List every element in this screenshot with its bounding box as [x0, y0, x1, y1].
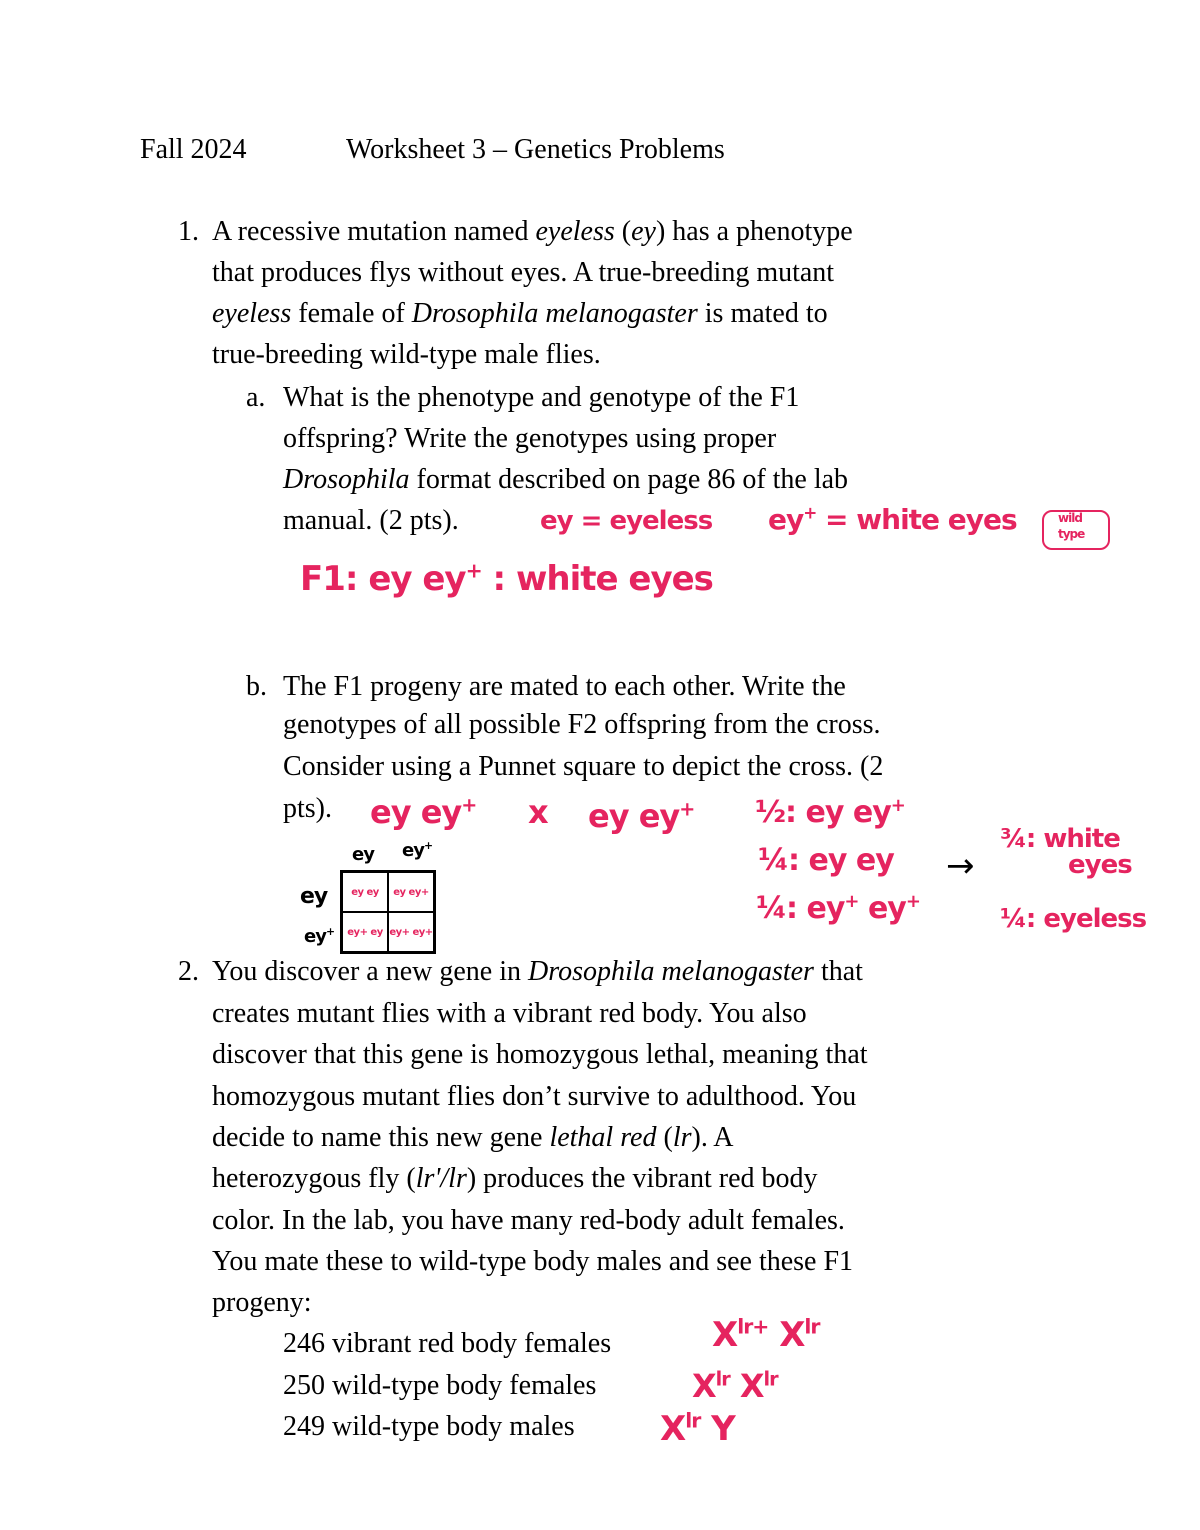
hw-wild-bottom: type — [1058, 527, 1085, 541]
punnett-col-1: ey — [352, 844, 374, 865]
q1a-line-3: Drosophila format described on page 86 of the lab — [283, 464, 849, 495]
q1a-label: a. — [246, 382, 266, 413]
q1b-line-2: genotypes of all possible F2 offspring from the cross. — [283, 709, 881, 740]
q2-line-2: creates mutant flies with a vibrant red body. You also — [212, 998, 807, 1029]
q2-line-4: homozygous mutant flies don’t survive to adulthood. You — [212, 1081, 857, 1112]
progeny-item: 249 wild-type body males — [283, 1411, 575, 1442]
hw-genotype-wt-male: $X^{lr}$ Y — [660, 1408, 735, 1449]
q1b-line-3: Consider using a Punnet square to depict the cross. (2 — [283, 751, 884, 782]
q2-line-7: color. In the lab, you have many red-body adult females. — [212, 1205, 845, 1236]
punnett-cell: ey ey+ — [388, 872, 434, 912]
punnett-cell: ey ey — [342, 872, 388, 912]
punnett-row-2: ey+ — [304, 925, 334, 947]
q2-line-1: You discover a new gene in Drosophila melanogaster that — [212, 956, 863, 987]
punnett-row-1: ey — [300, 884, 328, 909]
q1b-line-1: The F1 progeny are mated to each other. Write the — [283, 671, 846, 702]
punnett-col-2: ey+ — [402, 839, 432, 861]
punnett-square — [340, 870, 436, 954]
q1-line-1: A recessive mutation named eyeless (ey) has a phenotype — [212, 216, 853, 247]
hw-cross-left: ey ey+ — [370, 793, 477, 831]
hw-wild-top: wild — [1058, 511, 1082, 525]
progeny-item: 250 wild-type body females — [283, 1370, 597, 1401]
q1a-line-4: manual. (2 pts). — [283, 505, 459, 536]
q1b-line-4: pts). — [283, 793, 332, 824]
hw-ratio-half: ½: ey ey+ — [755, 795, 905, 830]
hw-result-white-a: ¾: white — [1000, 824, 1120, 854]
progeny-item: 246 vibrant red body females — [283, 1328, 612, 1359]
hw-key-white-eyes: ey+ = white eyes — [768, 502, 1017, 536]
q1-number: 1. — [178, 216, 199, 247]
worksheet-title: Worksheet 3 – Genetics Problems — [346, 134, 725, 165]
hw-genotype-wt-female: $X^{lr}$ $X^{lr}$ — [692, 1367, 778, 1405]
hw-cross-x: x — [528, 793, 548, 831]
q2-number: 2. — [178, 956, 199, 987]
hw-ratio-quarter-1: ¼: ey ey — [758, 843, 894, 878]
hw-cross-right: ey ey+ — [588, 797, 695, 835]
q2-line-5: decide to name this new gene lethal red (lr). A — [212, 1122, 734, 1153]
hw-result-white-b: eyes — [1068, 850, 1132, 880]
q1a-line-1: What is the phenotype and genotype of the F1 — [283, 382, 800, 413]
q2-line-8: You mate these to wild-type body males and see these F1 — [212, 1246, 854, 1277]
q1-line-4: true-breeding wild-type male flies. — [212, 339, 601, 370]
punnett-cell: ey+ ey+ — [388, 912, 434, 952]
hw-arrow-icon: → — [946, 846, 975, 886]
q1b-label: b. — [246, 671, 267, 702]
q1a-line-2: offspring? Write the genotypes using proper — [283, 423, 777, 454]
hw-genotype-red-female: $X^{lr+}$ $X^{lr}$ — [712, 1314, 820, 1355]
hw-key-eyeless: ey = eyeless — [540, 506, 713, 536]
q2-line-9: progeny: — [212, 1287, 312, 1318]
term-label: Fall 2024 — [140, 134, 247, 165]
punnett-cell: ey+ ey — [342, 912, 388, 952]
q2-line-6: heterozygous fly (lr'/lr) produces the vibrant red body — [212, 1163, 818, 1194]
hw-result-eyeless: ¼: eyeless — [1000, 904, 1147, 934]
q2-line-3: discover that this gene is homozygous lethal, meaning that — [212, 1039, 868, 1070]
hw-ratio-quarter-2: ¼: ey+ ey+ — [756, 891, 920, 926]
q1-line-2: that produces flys without eyes. A true-breeding mutant — [212, 257, 835, 288]
q1-line-3: eyeless female of Drosophila melanogaster is mated to — [212, 298, 828, 329]
hw-f1-answer: F1: ey ey+ : white eyes — [300, 558, 713, 599]
